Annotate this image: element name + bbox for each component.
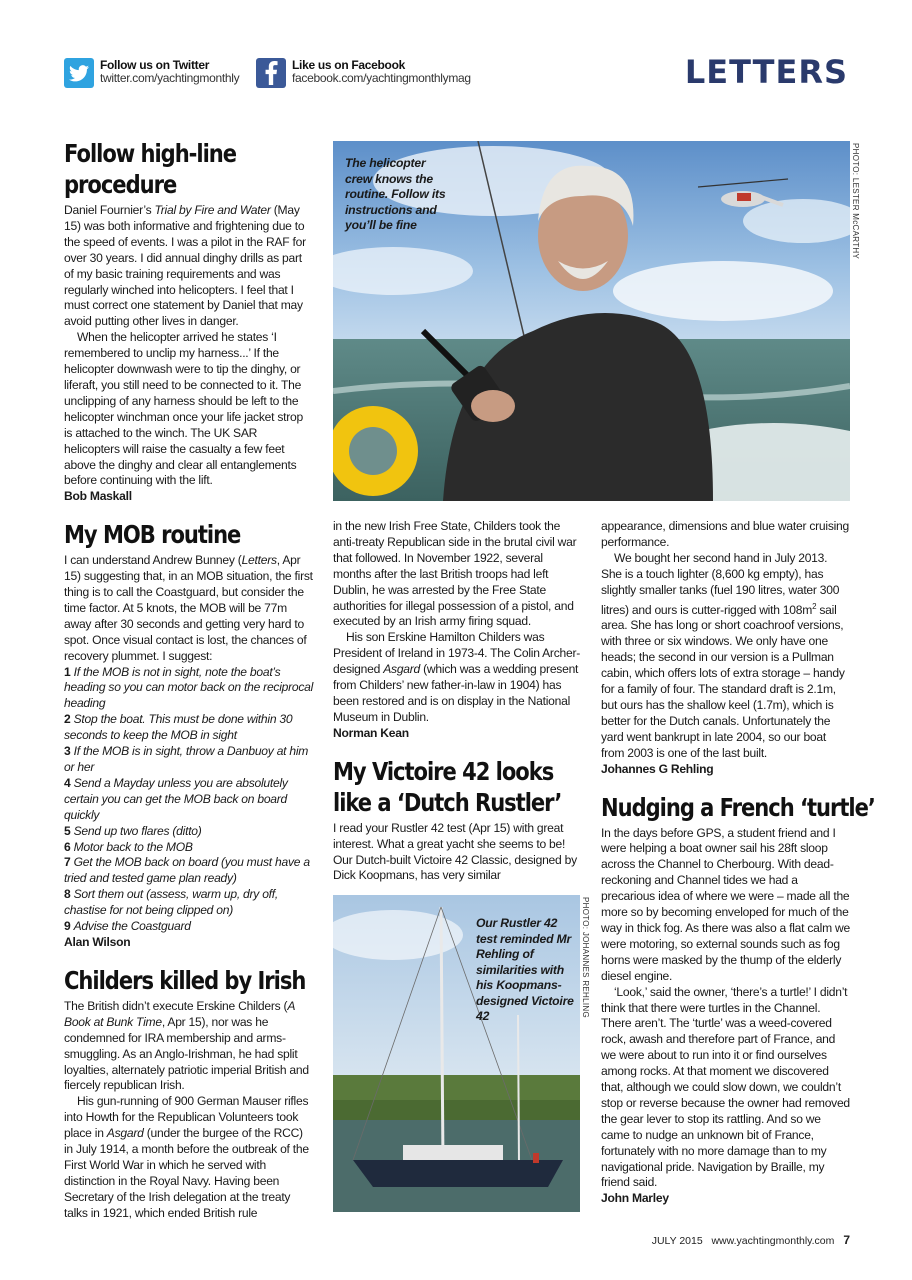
letter5-signature: John Marley — [601, 1191, 669, 1206]
photo2-credit: PHOTO: JOHANNES REHLING — [581, 897, 590, 1018]
letter2-headline-text: My MOB routine — [64, 520, 241, 550]
letter3-paragraph: in the new Irish Free State, Childers took the anti-treaty Republican side in the brutal civil war that followed. In November 1922, several months after the last British troops had left Dublin, he was arrested by the Free State authorities for illegal possession of a pistol, and executed by an Irish army firing squad. — [333, 519, 577, 629]
facebook-url[interactable]: facebook.com/yachtingmonthlymag — [292, 71, 471, 85]
twitter-icon — [64, 58, 94, 88]
step-number: 7 — [64, 855, 71, 870]
text: (which was a wedding present from Childers’ new father-in-law in 1904) has been restored and is on display in the National Museum in Dublin. — [333, 662, 579, 724]
text: sail area. She has long or short coachroof versions, with three or six windows. We only have one heads; the second in our version is a Pullman cabin, which offers lots of extra storage – handy for a family of four. The standard draft is 2.1m, but ours has the shallow keel (1.7m), which is better for the Dutch canals. Unfortunately the yard went bankrupt in late 2004, so our boat from 2003 is one of the last built. — [601, 602, 845, 760]
letter1-headline — [64, 138, 314, 200]
step-number: 1 — [64, 664, 71, 679]
letter4-headline-line2: like a ‘Dutch Rustler’ — [333, 787, 562, 817]
letter4-headline-line1: My Victoire 42 looks — [333, 756, 554, 786]
column-2 — [333, 519, 583, 884]
helicopter-photo — [333, 141, 850, 501]
facebook-like[interactable] — [256, 58, 471, 88]
list-item — [64, 665, 314, 713]
text: , Apr 15) suggesting that, in an MOB situation, the first thing is to call the Coastguard, but consider the time factor. At 5 knots, the MOB will be 77m away after 30 seconds and getting very hard to spot. Once visual contact is lost, the chances of recovery plummet. I suggest: — [64, 553, 313, 663]
step-text: Stop the boat. This must be done within 30 seconds to keep the MOB in sight — [64, 712, 293, 743]
text: , Apr 15), nor was he condemned for IRA membership and arms-smuggling. As an Anglo-Irishman, he had split loyalties, alternately patriotic imperial British and fiercely republican Irish. — [64, 1014, 309, 1093]
letter1-headline-line1: Follow high-line — [64, 139, 237, 168]
list-item — [64, 840, 314, 856]
step-text: Send a Mayday unless you are absolutely certain you can get the MOB back on board quickly — [64, 775, 288, 822]
letter1-signature: Bob Maskall — [64, 489, 132, 504]
letter4-paragraph — [601, 551, 851, 762]
letter3-paragraph — [64, 1094, 314, 1221]
letter2-paragraph — [64, 553, 314, 664]
step-text: Get the MOB back on board (you must have a tried and tested game plan ready) — [64, 855, 310, 886]
step-text: Sort them out (assess, warm up, dry off, chastise for not being clipped on) — [64, 887, 279, 918]
letter4-headline — [333, 756, 583, 818]
section-title: LETTERS — [684, 53, 848, 91]
step-number: 8 — [64, 887, 71, 902]
letter1-paragraph: When the helicopter arrived he states ‘I remembered to unclip my harness...’ If the helicopter downwash were to tip the dinghy, or liferaft, you still need to be connected to it. The unclipping of any harness should be left to the helicopter winchman once your life jacket strop is attached to the winch. The UK SAR helicopters will raise the casualty a few feet above the dinghy and clear all entanglements before continuing with the lift. — [64, 330, 303, 488]
column-3 — [601, 519, 875, 1207]
list-item — [64, 712, 314, 744]
letter5-paragraph: In the days before GPS, a student friend and I were helping a boat owner sail his 28ft sloop across the Channel to Cherbourg. With dead-reckoning and Channel tides we had a precarious idea of where we were – made all the more so by becoming enveloped for much of the way in thick fog. As there was also a flat calm we were motoring, so external sounds such as fog horns were masked by the thump of the elderly diesel engine. — [601, 825, 850, 983]
list-item — [64, 887, 314, 919]
page-number: 7 — [843, 1233, 850, 1247]
text: We bought her second hand in July 2013. She is a touch lighter (8,600 kg empty), has slightly smaller tanks (fuel 190 litres, water 300 litres) and ours is cutter-rigged with 108m — [601, 550, 840, 617]
boat-name: Asgard — [106, 1126, 144, 1141]
website-link[interactable]: www.yachtingmonthly.com — [711, 1235, 835, 1247]
letter3-headline — [64, 965, 314, 996]
article-title: Trial by Fire and Water — [154, 203, 271, 217]
step-number: 3 — [64, 744, 71, 759]
photo2-caption: Our Rustler 42 test reminded Mr Rehling of similarities with his Koopmans-designed Victoire 42 — [476, 916, 574, 1023]
mob-steps-list — [64, 665, 314, 935]
step-number: 9 — [64, 919, 71, 934]
step-text: If the MOB is in sight, throw a Danbuoy at him or her — [64, 744, 309, 774]
step-number: 2 — [64, 712, 71, 727]
letter3-signature: Norman Kean — [333, 725, 409, 740]
letter2-signature: Alan Wilson — [64, 934, 131, 949]
letter4-paragraph: I read your Rustler 42 test (Apr 15) with great interest. What a great yacht she seems to be! Our Dutch-built Victoire 42 Classic, designed by Dick Koopmans, has very similar — [333, 820, 577, 883]
page-footer — [652, 1233, 850, 1247]
letter4-paragraph: appearance, dimensions and blue water cruising performance. — [601, 519, 850, 549]
list-item — [64, 824, 314, 840]
issue-date: JULY 2015 — [651, 1235, 703, 1247]
letter5-paragraph: ‘Look,’ said the owner, ‘there’s a turtle!’ I didn’t think that there were turtles in the Channel. There aren’t. The ‘turtle’ was a weed-covered rock, awash and therefore part of France, and we were about to run into it or find ourselves among rocks. At that moment we discovered that, although we could slow down, we couldn’t stop or reverse because the owner had removed the gear lever to stop its rattling. And so we came to nudge an unknown bit of France, fortunately with no more damage than to my navigational pride. Navigation by Braille, my friend said. — [601, 984, 850, 1190]
letter5-headline-text: Nudging a French ‘turtle’ — [601, 792, 875, 822]
text: The British didn’t execute Erskine Childers ( — [64, 998, 288, 1013]
twitter-url[interactable]: twitter.com/yachtingmonthly — [100, 71, 240, 85]
step-text: Advise the Coastguard — [73, 919, 191, 934]
text: Daniel Fournier’s — [64, 203, 155, 217]
list-item — [64, 855, 314, 887]
twitter-follow[interactable] — [64, 58, 239, 88]
article-title: Letters — [241, 553, 277, 568]
photo1-caption: The helicopter crew knows the routine. Follow its instructions and you’ll be fine — [345, 156, 446, 232]
text: (under the burgee of the RCC) in July 1914, a month before the outbreak of the First World War in which he served with distinction in the Royal Navy. Having been Secretary of the Irish delegation at the treaty talks in 1921, which ended British rule — [64, 1126, 309, 1220]
letter2-headline — [64, 519, 314, 550]
list-item — [64, 776, 314, 824]
step-number: 6 — [64, 839, 71, 854]
step-text: Send up two flares (ditto) — [73, 823, 202, 838]
text: His son Erskine Hamilton Childers was President of Ireland in 1973-4. The Colin Archer-designed — [333, 630, 581, 677]
column-1 — [64, 138, 314, 1222]
yacht-photo — [333, 895, 580, 1212]
photo1-credit: PHOTO: LESTER McCARTHY — [851, 143, 860, 260]
text: I can understand Andrew Bunney ( — [64, 553, 242, 568]
step-number: 5 — [64, 823, 71, 838]
text: His gun-running of 900 German Mauser rifles into Howth for the Republican Volunteers took place in — [64, 1094, 309, 1141]
letter5-headline — [601, 792, 875, 823]
step-text: Motor back to the MOB — [73, 839, 193, 854]
twitter-title: Follow us on Twitter — [100, 58, 210, 72]
step-text: If the MOB is not in sight, note the boat’s heading so you can motor back on the reciprocal heading — [64, 664, 314, 711]
text: (May 15) was both informative and frightening due to the speed of events. I was a pilot in the RAF for over 30 years. I did annual dinghy drills as part of my basic training requirements and was regularly winched into helicopters. I feel that I must correct one statement by Daniel that may avoid putting other lives in danger. — [64, 203, 306, 329]
list-item — [64, 919, 314, 935]
letter4-signature: Johannes G Rehling — [601, 761, 714, 776]
facebook-icon — [256, 58, 286, 88]
letter3-paragraph — [333, 630, 583, 725]
superscript: 2 — [812, 601, 817, 611]
letter3-paragraph — [64, 999, 314, 1094]
letter3-headline-text: Childers killed by Irish — [64, 965, 306, 995]
letter1-paragraph — [64, 203, 314, 330]
step-number: 4 — [64, 775, 71, 790]
letter1-headline-line2: procedure — [64, 170, 177, 199]
facebook-title: Like us on Facebook — [292, 58, 405, 72]
article-title: A Book at Bunk Time — [64, 998, 295, 1029]
list-item — [64, 744, 314, 776]
boat-name: Asgard — [383, 662, 421, 677]
